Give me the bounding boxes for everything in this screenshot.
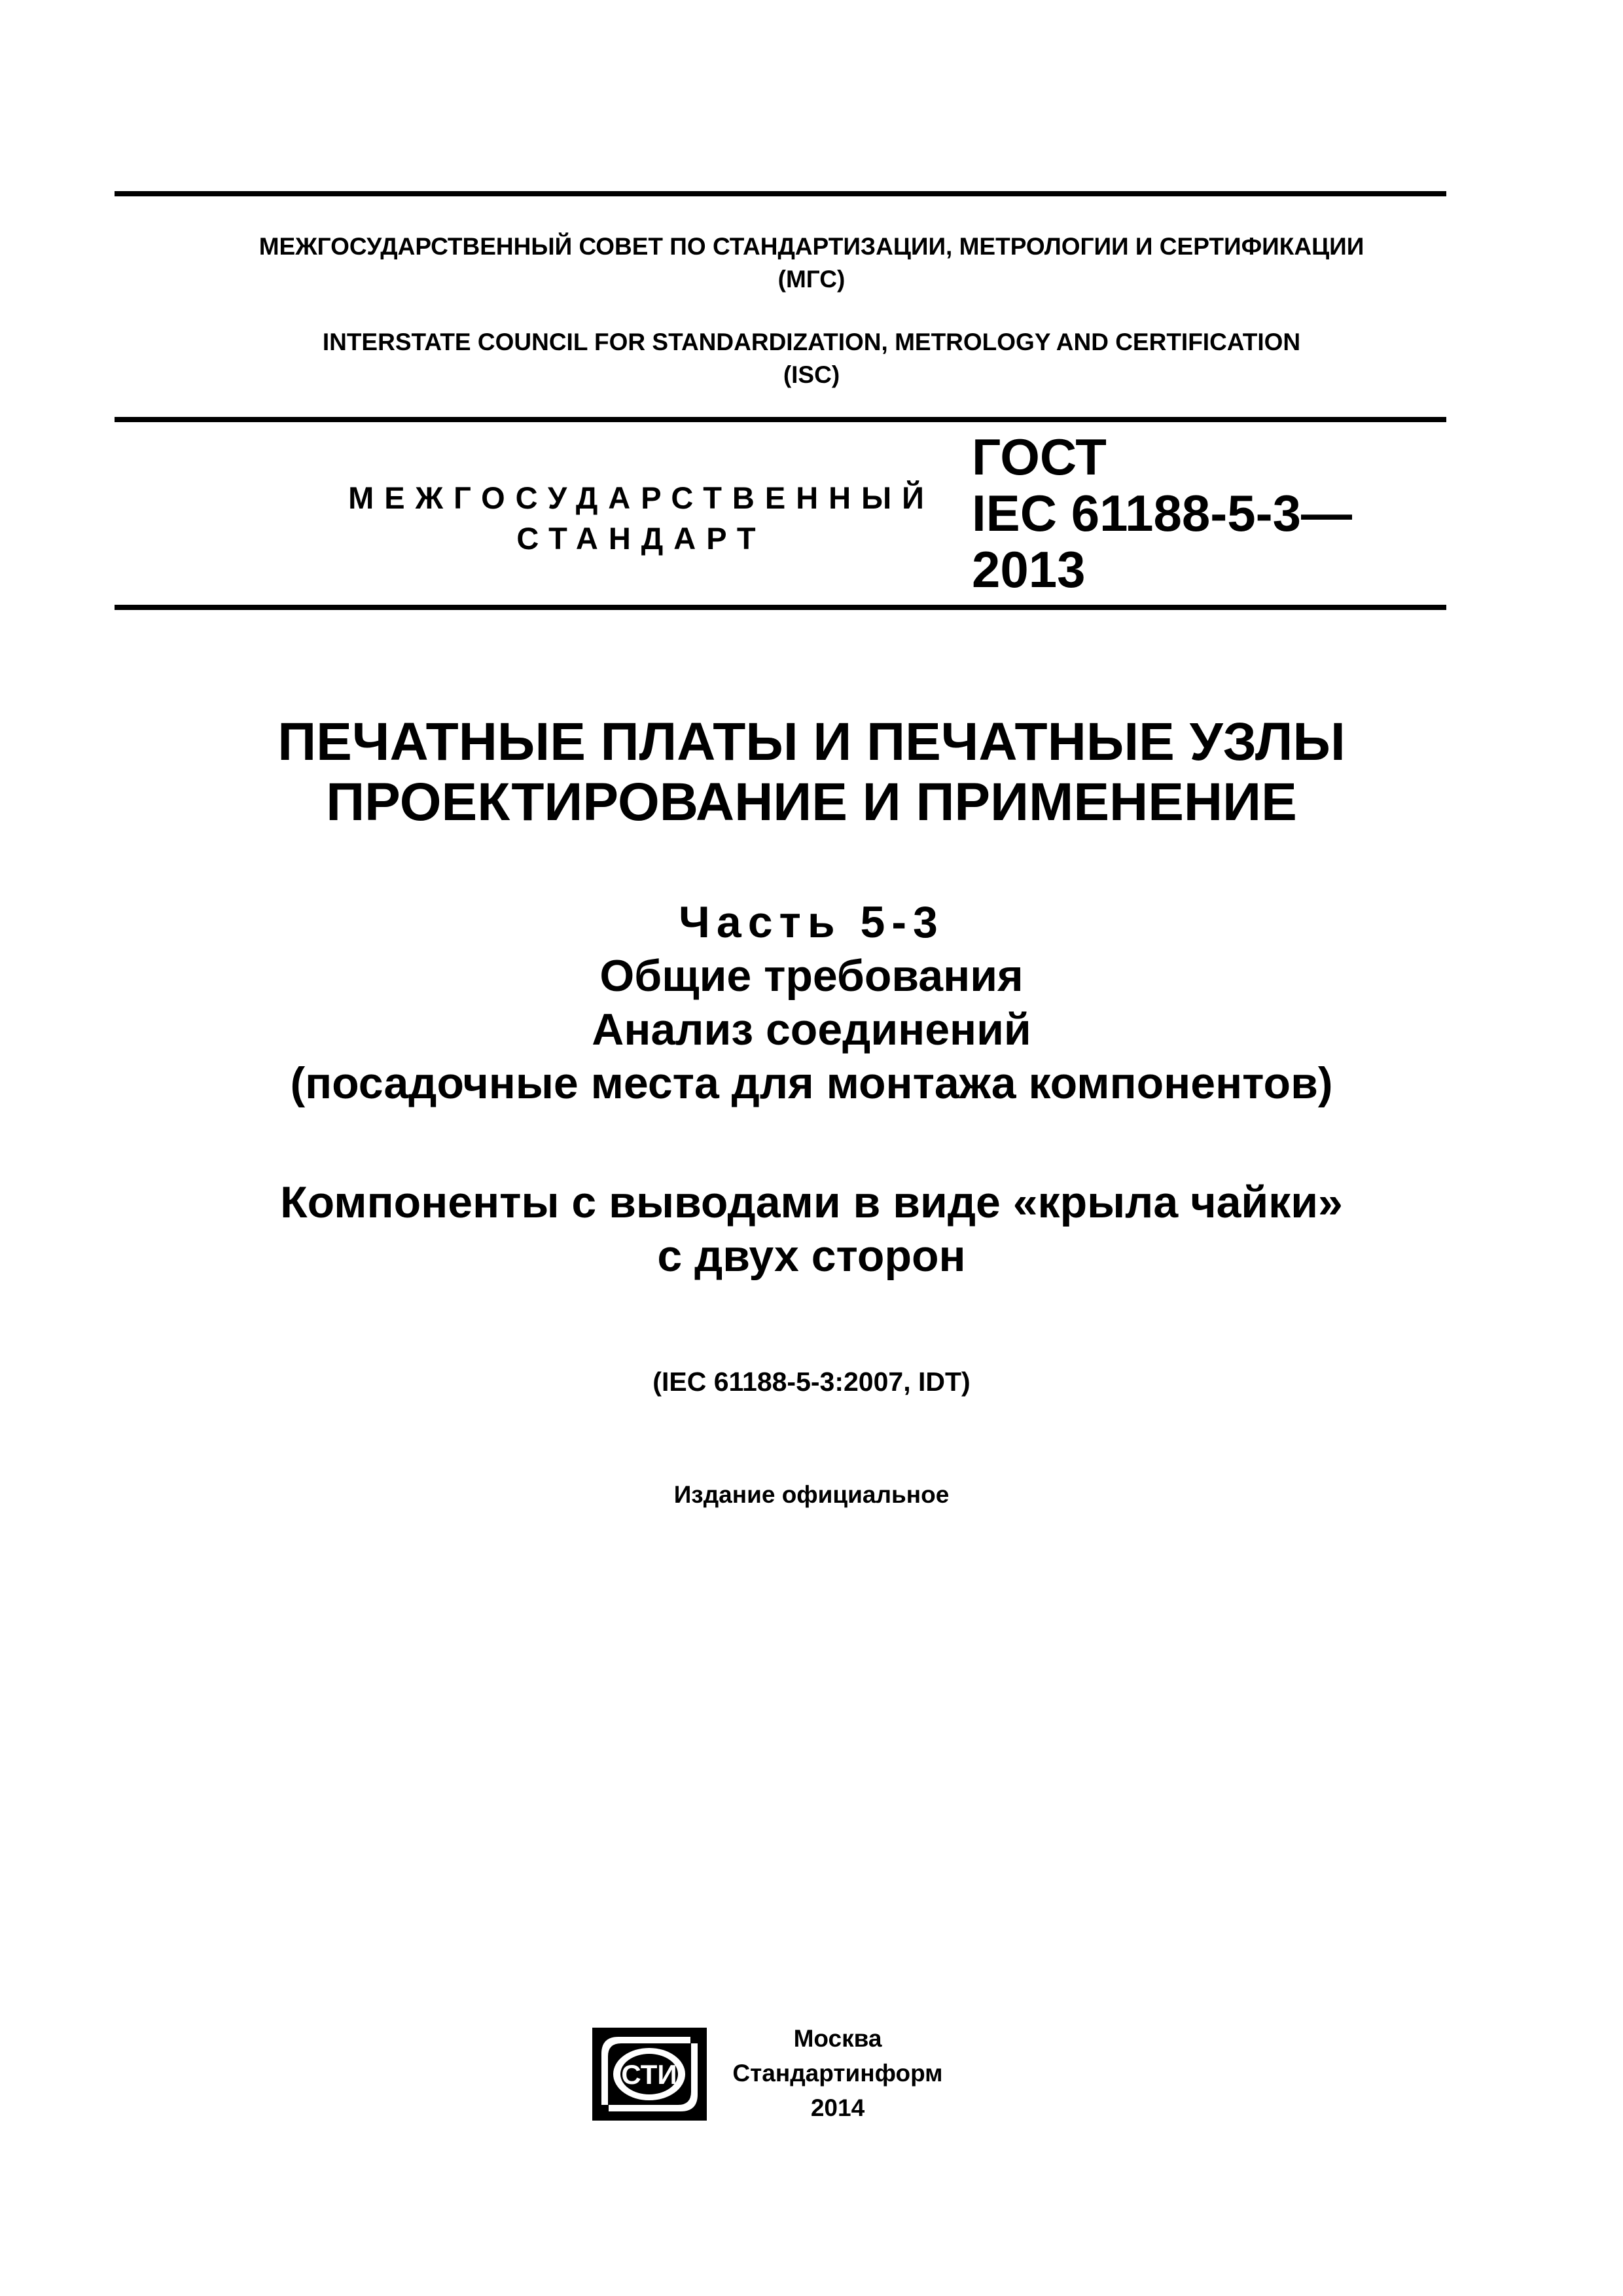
standartinform-logo xyxy=(592,2028,707,2121)
publisher-city: Москва xyxy=(793,2025,882,2052)
standard-prefix: ГОСТ xyxy=(972,428,1107,486)
idt-reference: (IEC 61188-5-3:2007, IDT) xyxy=(652,1367,971,1397)
council-en-name: INTERSTATE COUNCIL FOR STANDARDIZATION, METROLOGY AND CERTIFICATION xyxy=(322,329,1301,355)
publisher-block xyxy=(713,2021,962,2125)
part-subtitle-1: Общие требования xyxy=(599,951,1024,1001)
standard-number-block xyxy=(972,429,1352,598)
middle-rule xyxy=(115,417,1446,422)
standard-type-line1: МЕЖГОСУДАРСТВЕННЫЙ xyxy=(348,480,935,515)
components-line2: с двух сторон xyxy=(657,1231,966,1281)
edition-label: Издание официальное xyxy=(673,1481,950,1508)
part-label: Часть 5-3 xyxy=(679,897,944,947)
standard-year: 2013 xyxy=(972,541,1086,598)
part-subtitle-3: (посадочные места для монтажа компонентов) xyxy=(290,1058,1333,1108)
council-en-abbr: (ISC) xyxy=(783,361,840,388)
part-subtitle-2: Анализ соединений xyxy=(592,1005,1031,1054)
standard-type-line2: СТАНДАРТ xyxy=(516,521,766,556)
publisher-year: 2014 xyxy=(810,2094,865,2121)
standard-number: IEC 61188-5-3— xyxy=(972,484,1353,542)
council-ru-abbr: (МГС) xyxy=(777,266,846,293)
standard-type xyxy=(340,478,942,559)
document-title-line1: ПЕЧАТНЫЕ ПЛАТЫ И ПЕЧАТНЫЕ УЗЛЫ xyxy=(277,712,1346,772)
publisher-name: Стандартинформ xyxy=(732,2060,943,2087)
document-title-line2: ПРОЕКТИРОВАНИЕ И ПРИМЕНЕНИЕ xyxy=(326,772,1297,832)
lower-rule xyxy=(115,605,1446,610)
svg-text:СТИ: СТИ xyxy=(621,2059,677,2090)
components-line1: Компоненты с выводами в виде «крыла чайки» xyxy=(280,1177,1343,1227)
council-ru-name: МЕЖГОСУДАРСТВЕННЫЙ СОВЕТ ПО СТАНДАРТИЗАЦИИ, МЕТРОЛОГИИ И СЕРТИФИКАЦИИ xyxy=(259,233,1364,260)
top-rule xyxy=(115,191,1446,196)
